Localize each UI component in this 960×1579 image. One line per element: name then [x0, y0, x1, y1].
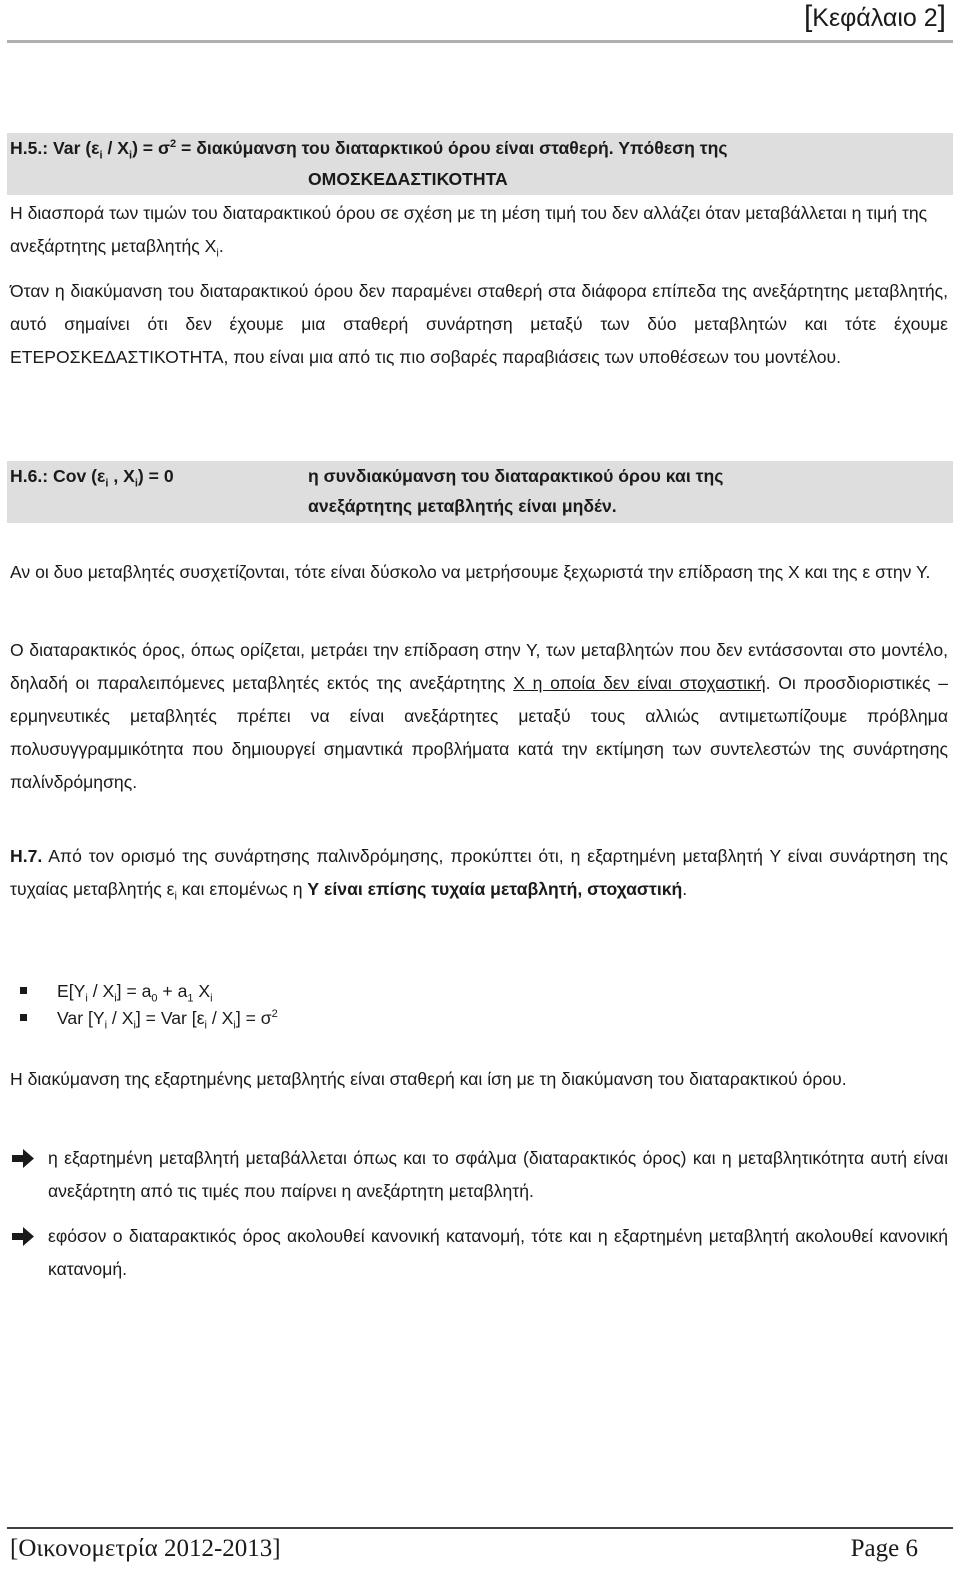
- footer-course-title: [Οικονομετρία 2012-2013]: [10, 1535, 281, 1562]
- footer-rule: [7, 1527, 953, 1529]
- h7-paragraph: Η.7. Από τον ορισμό της συνάρτησης παλινδρόμησης, προκύπτει ότι, η εξαρτημένη μεταβλητή Υ είναι συνάρτηση της τυχαίας μεταβλητής $\varepsilon_i$ και επομένως η Υ είναι επίσης τυχαία μεταβλητή, στοχαστική.: [10, 846, 948, 903]
- h7-code: Η.7.: [10, 846, 43, 866]
- running-header: [Κεφάλαιο 2]: [803, 0, 946, 33]
- heteroscedasticity-paragraph: Όταν η διακύμανση του διαταρακτικού όρου δεν παραμένει σταθερή στα διάφορα επίπεδα της ανεξάρτητης μεταβλητής, αυτό σημαίνει ότι δεν έχουμε μια σταθερή συνάρτηση μεταξύ των δύο μεταβλητών και τότε έχουμε ΕΤΕΡΟΣΚΕΔΑΣΤΙΚΟΤΗΤΑ, που είναι μια από τις πιο σοβαρές παραβιάσεις των υποθέσεων του μοντέλου.: [10, 281, 948, 367]
- bullet-square-icon: [20, 1014, 27, 1021]
- underlined-phrase: X η οποία δεν είναι στοχαστική: [513, 673, 766, 693]
- h5-code: Η.5.: [10, 138, 43, 158]
- bullet-square-icon: [20, 987, 27, 994]
- header-rule: [7, 40, 953, 43]
- h6-desc-line1: η συνδιακύμανση του διαταρακτικού όρου και της: [308, 466, 724, 486]
- chapter-title: Κεφάλαιο 2: [812, 4, 938, 32]
- variance-paragraph: Η διακύμανση της εξαρτημένης μεταβλητής είναι σταθερή και ίση με τη διακύμανση του διαταρακτικού όρου.: [10, 1069, 847, 1089]
- h6-desc-line2: ανεξάρτητης μεταβλητής είναι μηδέν.: [308, 496, 617, 516]
- error-term-paragraph: Ο διαταρακτικός όρος, όπως ορίζεται, μετράει την επίδραση στην Υ, των μεταβλητών που δεν εντάσσονται στο μοντέλο, δηλαδή οι παραλειπόμενες μεταβλητές εκτός της ανεξάρτητης X η οποία δεν είναι στοχαστική. Οι προσδιοριστικές – ερμηνευτικές μεταβλητές πρέπει να είναι ανεξάρτητες μεταξύ τους αλλιώς αντιμετωπίζουμε πρόβλημα πολυσυγγραμμικότητα που δημιουργεί σημαντικά προβλήματα κατά την εκτίμηση των συντελεστών της συνάρτησης παλίνδρόμησης.: [10, 640, 948, 792]
- h5-body: Η διασπορά των τιμών του διαταρακτικού όρου σε σχέση με τη μέση τιμή του δεν αλλάζει όταν μεταβάλλεται η τιμή της ανεξάρτητης μεταβλητής $X_i$.: [10, 203, 928, 260]
- footer-page-number: Page 6: [850, 1535, 918, 1562]
- h6-code: Η.6.: [10, 466, 43, 486]
- arrow-point-2: εφόσον ο διαταρακτικός όρος ακολουθεί κανονική κατανομή, τότε και η εξαρτημένη μεταβλητή ακολουθεί κανονική κατανομή.: [10, 1220, 948, 1286]
- arrow-right-icon: [10, 1142, 36, 1175]
- bullet-variance: Var $[Y_i / X_i]$ = Var $[\varepsilon_i / X_i] = \sigma^2$: [20, 1005, 278, 1032]
- bullet-expected-value: $E[Y_i / X_i] = a_0 + a_1$ $X_i$: [20, 978, 213, 1005]
- document-page: [Κεφάλαιο 2] Η.5.: Var $(\varepsilon_i / X_i) = \sigma^2 = \delta\iota\alpha\kappa ύ\mu\alpha\nu\sigma\eta$ του διαταρκτικού όρου είναι σταθερή. Υπόθεση της ΟΜΟΣΚΕΔΑΣΤΙΚΟΤΗΤΑ Η διασπορά των τιμών του διαταρακτικού όρου σε σχέση με τη μέση τιμή του δεν αλλάζει όταν μεταβάλλεται η τιμή της ανεξάρτητης μεταβλητής $X_i$. Όταν η διακύμανση του διαταρακτικού όρου δεν παραμένει σταθερή στα διάφορα επίπεδα της ανεξάρτητης μεταβλητής, αυτό σημαίνει ότι δεν έχουμε μια σταθερή συνάρτηση μεταξύ των δύο μεταβλητών και τότε έχουμε ΕΤΕΡΟΣΚΕΔΑΣΤΙΚΟΤΗΤΑ, που είναι μια από τις πιο σοβαρές παραβιάσεις των υποθέσεων του μοντέλου. Η.6.: Cov ($\varepsilon_i$ , $X_i) = 0$ η συνδιακύμανση του διαταρακτικού όρου και της ανεξάρτητης μεταβλητής είναι μηδέν. Αν οι δυο μεταβλητές συσχετίζονται, τότε είναι δύσκολο να μετρήσουμε ξεχωριστά την επίδραση της X και της ε στην Υ. Ο διαταρακτικός όρος, όπως ορίζεται, μετράει την επίδραση στην Υ, των μεταβλητών που δεν εντάσσονται στο μοντέλο, δηλαδή οι παραλειπόμενες μεταβλητές εκτός της ανεξάρτητης X η οποία δεν είναι στοχαστική. Οι προσδιοριστικές – ερμηνευτικές μεταβλητές πρέπει να είναι ανεξάρτητες μεταξύ τους αλλιώς αντιμετωπίζουμε πρόβλημα πολυσυγγραμμικότητα που δημιουργεί σημαντικά προβλήματα κατά την εκτίμηση των συντελεστών της συνάρτησης παλίνδρόμησης. Η.7. Από τον ορισμό της συνάρτησης παλινδρόμησης, προκύπτει ότι, η εξαρτημένη μεταβλητή Υ είναι συνάρτηση της τυχαίας μεταβλητής $\varepsilon_i$ και επομένως η Υ είναι επίσης τυχαία μεταβλητή, στοχαστική. $E[Y_i / X_i] = a_0 + a_1$ $X_i$ Var $[Y_i / X_i]$ = Var $[\varepsilon_i / X_i] = \sigma^2$ Η διακύμανση της εξαρτημένης μεταβλητής είναι σταθερή και ίση με τη διακύμανση του διαταρακτικού όρου. η εξαρτημένη μεταβλητή μεταβάλλεται όπως και το σφάλμα (διαταρακτικός όρος) και η μεταβλητικότητα αυτή είναι ανεξάρτητη από τις τιμές που παίρνει η ανεξάρτητη μεταβλητή. εφόσον ο διαταρακτικός όρος ακολουθεί κανονική κατανομή, τότε και η εξαρτημένη μεταβλητή ακολουθεί κανονική κατανομή. [Οικονομετρία 2012-2013] Page 6: [0, 0, 960, 1579]
- h5-heading: Η.5.: Var $(\varepsilon_i / X_i) = \sigma^2 = \delta\iota\alpha\kappa ύ\mu\alpha\nu\sigma\eta$ του διαταρκτικού όρου είναι σταθερή. Υπόθεση της ΟΜΟΣΚΕΔΑΣΤΙΚΟΤΗΤΑ: [10, 132, 948, 194]
- arrow-point-1: η εξαρτημένη μεταβλητή μεταβάλλεται όπως και το σφάλμα (διαταρακτικός όρος) και η μεταβλητικότητα αυτή είναι ανεξάρτητη από τις τιμές που παίρνει η ανεξάρτητη μεταβλητή.: [10, 1142, 948, 1208]
- h5-heading-line2: ΟΜΟΣΚΕΔΑΣΤΙΚΟΤΗΤΑ: [308, 169, 508, 189]
- arrow-right-icon: [10, 1220, 36, 1253]
- correlation-paragraph: Αν οι δυο μεταβλητές συσχετίζονται, τότε είναι δύσκολο να μετρήσουμε ξεχωριστά την επίδραση της X και της ε στην Υ.: [10, 562, 931, 582]
